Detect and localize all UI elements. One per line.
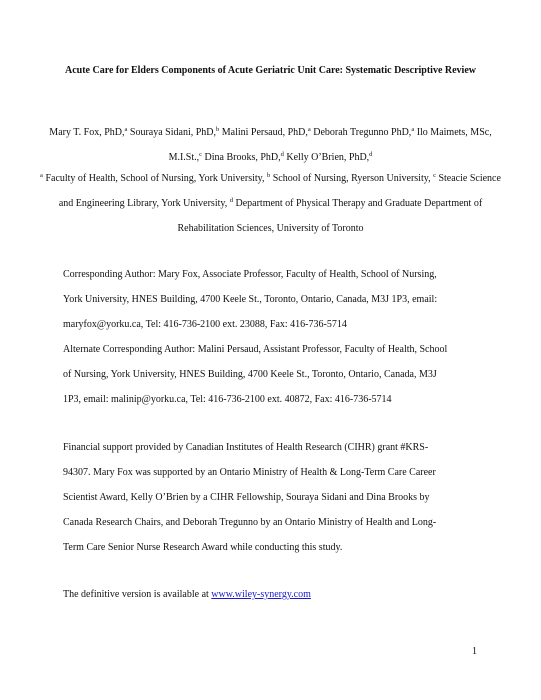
publisher-link[interactable]: www.wiley-synergy.com: [211, 589, 311, 600]
text-line: 1P3, email: malinip@yorku.ca, Tel: 416-736-2100 ext. 40872, Fax: 416-736-5714: [63, 394, 392, 405]
text-line: 94307. Mary Fox was supported by an Ontario Ministry of Health & Long-Term Care Career: [63, 467, 436, 478]
funding-statement: [63, 435, 483, 560]
author: Kelly O’Brien, PhD,$^d$: [286, 151, 373, 163]
text-line: Alternate Corresponding Author: Malini Persaud, Assistant Professor, Faculty of Health, School: [63, 344, 448, 355]
affiliation: $^d$ Department of Physical Therapy and Graduate Department of Rehabilitation Sciences, University of Toronto: [177, 197, 483, 234]
text-line: York University, HNES Building, 4700 Keele St., Toronto, Ontario, Canada, M3J 1P3, email:: [63, 294, 438, 305]
affiliation: $^b$ School of Nursing, Ryerson University,: [267, 172, 434, 184]
text-line: of Nursing, York University, HNES Building, 4700 Keele St., Toronto, Ontario, Canada, M3J: [63, 369, 437, 380]
availability-statement: [63, 582, 311, 607]
availability-text: The definitive version is available at: [63, 589, 212, 600]
text-line: Corresponding Author: Mary Fox, Associate Professor, Faculty of Health, School of Nursing,: [63, 269, 437, 280]
page-number: 1: [472, 646, 477, 657]
author: Malini Persaud, PhD,$^a$: [221, 126, 311, 138]
author-list: [40, 120, 501, 170]
author: Souraya Sidani, PhD,$^b$: [129, 126, 220, 138]
author: Dina Brooks, PhD,$^d$: [204, 151, 284, 163]
text-line: maryfox@yorku.ca, Tel: 416-736-2100 ext. 23088, Fax: 416-736-5714: [63, 319, 347, 330]
text-line: Financial support provided by Canadian Institutes of Health Research (CIHR) grant #KRS-: [63, 442, 429, 453]
text-line: Canada Research Chairs, and Deborah Tregunno by an Ontario Ministry of Health and Long-: [63, 517, 437, 528]
corresponding-authors: [63, 262, 483, 412]
affiliation: $^a$ Faculty of Health, School of Nursing, York University,: [40, 172, 267, 184]
author: Deborah Tregunno PhD,$^a$: [313, 126, 415, 138]
affiliations: [40, 166, 501, 241]
affiliation: $^c$ Steacie Science and Engineering Library, York University,: [58, 172, 501, 209]
paper-title: Acute Care for Elders Components of Acute Geriatric Unit Care: Systematic Descriptive Review: [64, 65, 476, 76]
author: Mary T. Fox, PhD,$^a$: [49, 126, 128, 138]
text-line: Scientist Award, Kelly O’Brien by a CIHR Fellowship, Souraya Sidani and Dina Brooks by: [63, 492, 430, 503]
author: Ilo Maimets, MSc, M.I.St.,$^c$: [168, 127, 492, 163]
text-line: Term Care Senior Nurse Research Award while conducting this study.: [63, 542, 343, 553]
